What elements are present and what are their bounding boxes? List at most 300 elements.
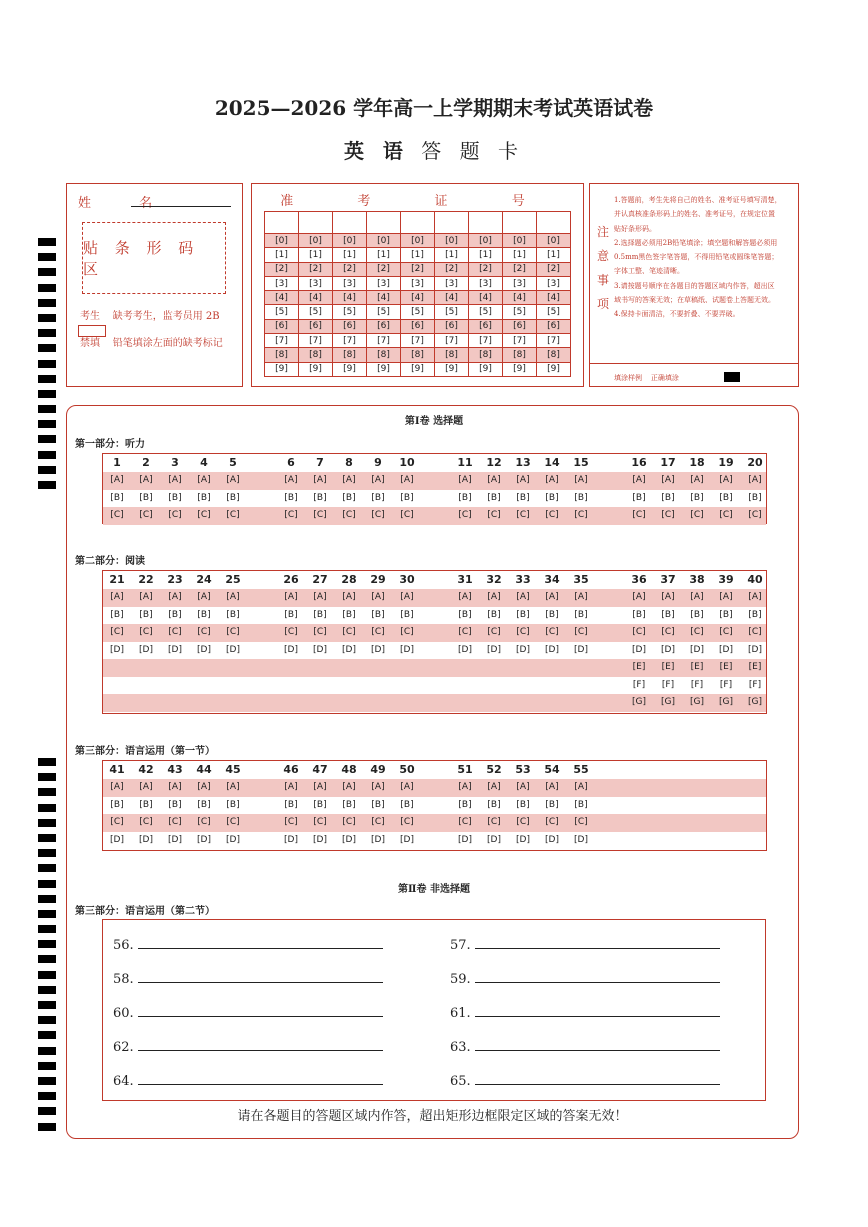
id-bubble[interactable]: [2] (299, 262, 333, 276)
fill-in-line[interactable] (475, 1038, 720, 1051)
answer-bubble[interactable]: [A] (748, 592, 762, 602)
answer-bubble[interactable]: [A] (400, 782, 414, 792)
answer-bubble[interactable]: [C] (516, 627, 530, 637)
answer-bubble[interactable]: [D] (487, 834, 501, 845)
id-digit-box[interactable] (435, 212, 469, 234)
answer-bubble[interactable]: [C] (458, 510, 472, 520)
answer-bubble[interactable]: [A] (632, 592, 646, 602)
answer-bubble[interactable]: [B] (342, 609, 356, 620)
id-digit-box[interactable] (299, 212, 333, 234)
answer-bubble[interactable]: [E] (690, 662, 704, 672)
answer-bubble[interactable]: [D] (516, 644, 530, 655)
id-bubble[interactable]: [0] (469, 234, 503, 248)
answer-bubble[interactable]: [C] (487, 627, 501, 637)
fill-in-line[interactable] (138, 1004, 383, 1017)
id-bubble[interactable]: [5] (299, 305, 333, 319)
answer-bubble[interactable]: [C] (313, 510, 327, 520)
id-bubble[interactable]: [7] (401, 334, 435, 348)
answer-bubble[interactable]: [A] (139, 782, 153, 792)
answer-bubble[interactable]: [A] (110, 475, 124, 485)
id-bubble[interactable]: [9] (367, 362, 401, 376)
id-bubble[interactable]: [8] (367, 348, 401, 362)
answer-bubble[interactable]: [D] (313, 834, 327, 845)
answer-bubble[interactable]: [B] (661, 609, 675, 620)
id-bubble[interactable]: [4] (265, 291, 299, 305)
answer-bubble[interactable]: [C] (313, 627, 327, 637)
answer-bubble[interactable]: [A] (516, 475, 530, 485)
answer-bubble[interactable]: [A] (400, 475, 414, 485)
id-bubble[interactable]: [4] (401, 291, 435, 305)
answer-bubble[interactable]: [E] (719, 662, 733, 672)
answer-bubble[interactable]: [B] (458, 609, 472, 620)
answer-bubble[interactable]: [A] (226, 592, 240, 602)
answer-bubble[interactable]: [B] (168, 609, 182, 620)
id-bubble[interactable]: [5] (265, 305, 299, 319)
id-bubble[interactable]: [9] (333, 362, 367, 376)
answer-bubble[interactable]: [A] (516, 592, 530, 602)
id-bubble[interactable]: [4] (503, 291, 537, 305)
answer-bubble[interactable]: [G] (690, 697, 704, 707)
id-bubble[interactable]: [4] (367, 291, 401, 305)
answer-bubble[interactable]: [C] (139, 627, 153, 637)
id-bubble[interactable]: [3] (265, 276, 299, 290)
answer-bubble[interactable]: [B] (226, 799, 240, 810)
answer-bubble[interactable]: [A] (284, 782, 298, 792)
answer-bubble[interactable]: [A] (661, 475, 675, 485)
answer-bubble[interactable]: [D] (632, 644, 646, 655)
answer-bubble[interactable]: [C] (632, 510, 646, 520)
id-bubble[interactable]: [9] (435, 362, 469, 376)
id-bubble[interactable]: [5] (333, 305, 367, 319)
id-bubble[interactable]: [4] (435, 291, 469, 305)
answer-bubble[interactable]: [D] (342, 834, 356, 845)
id-bubble[interactable]: [7] (537, 334, 571, 348)
answer-bubble[interactable]: [A] (400, 592, 414, 602)
answer-bubble[interactable]: [B] (139, 492, 153, 503)
id-bubble[interactable]: [8] (469, 348, 503, 362)
fill-in-line[interactable] (138, 1038, 383, 1051)
answer-bubble[interactable]: [B] (400, 609, 414, 620)
id-bubble[interactable]: [9] (469, 362, 503, 376)
answer-bubble[interactable]: [D] (371, 644, 385, 655)
answer-bubble[interactable]: [C] (284, 817, 298, 827)
answer-bubble[interactable]: [C] (400, 817, 414, 827)
answer-bubble[interactable]: [E] (661, 662, 675, 672)
answer-bubble[interactable]: [B] (371, 609, 385, 620)
answer-bubble[interactable]: [B] (487, 609, 501, 620)
answer-bubble[interactable]: [D] (545, 834, 559, 845)
answer-bubble[interactable]: [A] (516, 782, 530, 792)
answer-bubble[interactable]: [B] (284, 492, 298, 503)
answer-bubble[interactable]: [C] (719, 627, 733, 637)
answer-bubble[interactable]: [C] (139, 510, 153, 520)
answer-bubble[interactable]: [A] (168, 592, 182, 602)
answer-bubble[interactable]: [B] (516, 492, 530, 503)
answer-bubble[interactable]: [B] (371, 799, 385, 810)
answer-bubble[interactable]: [C] (371, 627, 385, 637)
answer-bubble[interactable]: [D] (371, 834, 385, 845)
answer-bubble[interactable]: [D] (400, 644, 414, 655)
answer-bubble[interactable]: [D] (197, 834, 211, 845)
answer-bubble[interactable]: [B] (545, 492, 559, 503)
id-bubble[interactable]: [9] (537, 362, 571, 376)
answer-bubble[interactable]: [A] (313, 592, 327, 602)
answer-bubble[interactable]: [D] (400, 834, 414, 845)
id-bubble[interactable]: [5] (503, 305, 537, 319)
answer-bubble[interactable]: [A] (458, 782, 472, 792)
answer-bubble[interactable]: [A] (342, 475, 356, 485)
answer-bubble[interactable]: [C] (400, 627, 414, 637)
id-bubble[interactable]: [7] (299, 334, 333, 348)
answer-bubble[interactable]: [A] (371, 475, 385, 485)
id-bubble[interactable]: [8] (537, 348, 571, 362)
answer-bubble[interactable]: [A] (342, 782, 356, 792)
answer-bubble[interactable]: [A] (574, 592, 588, 602)
fill-in-line[interactable] (138, 970, 383, 983)
answer-bubble[interactable]: [B] (719, 609, 733, 620)
id-bubble[interactable]: [3] (503, 276, 537, 290)
answer-bubble[interactable]: [C] (690, 627, 704, 637)
id-bubble[interactable]: [0] (537, 234, 571, 248)
answer-bubble[interactable]: [C] (545, 817, 559, 827)
answer-bubble[interactable]: [D] (661, 644, 675, 655)
id-bubble[interactable]: [1] (503, 248, 537, 262)
id-bubble[interactable]: [8] (435, 348, 469, 362)
id-digit-box[interactable] (367, 212, 401, 234)
answer-bubble[interactable]: [C] (110, 817, 124, 827)
id-bubble[interactable]: [0] (503, 234, 537, 248)
answer-bubble[interactable]: [B] (110, 609, 124, 620)
answer-bubble[interactable]: [G] (661, 697, 675, 707)
id-bubble[interactable]: [8] (299, 348, 333, 362)
answer-bubble[interactable]: [A] (545, 782, 559, 792)
answer-bubble[interactable]: [C] (516, 510, 530, 520)
answer-bubble[interactable]: [A] (284, 592, 298, 602)
answer-bubble[interactable]: [A] (748, 475, 762, 485)
answer-bubble[interactable]: [C] (110, 510, 124, 520)
answer-bubble[interactable]: [B] (574, 609, 588, 620)
answer-bubble[interactable]: [B] (342, 492, 356, 503)
id-digit-box[interactable] (537, 212, 571, 234)
id-bubble[interactable]: [7] (503, 334, 537, 348)
id-bubble[interactable]: [0] (401, 234, 435, 248)
answer-bubble[interactable]: [D] (168, 834, 182, 845)
answer-bubble[interactable]: [D] (690, 644, 704, 655)
id-bubble[interactable]: [7] (367, 334, 401, 348)
answer-bubble[interactable]: [D] (458, 644, 472, 655)
answer-bubble[interactable]: [C] (400, 510, 414, 520)
answer-bubble[interactable]: [B] (110, 799, 124, 810)
fill-in-line[interactable] (138, 1072, 383, 1085)
id-bubble[interactable]: [4] (299, 291, 333, 305)
answer-bubble[interactable]: [B] (284, 609, 298, 620)
answer-bubble[interactable]: [C] (690, 510, 704, 520)
answer-bubble[interactable]: [A] (371, 592, 385, 602)
answer-bubble[interactable]: [D] (487, 644, 501, 655)
answer-bubble[interactable]: [C] (748, 510, 762, 520)
id-bubble[interactable]: [1] (401, 248, 435, 262)
id-bubble[interactable]: [4] (537, 291, 571, 305)
answer-bubble[interactable]: [A] (197, 592, 211, 602)
answer-bubble[interactable]: [D] (313, 644, 327, 655)
answer-bubble[interactable]: [F] (748, 679, 762, 690)
answer-bubble[interactable]: [G] (719, 697, 733, 707)
answer-bubble[interactable]: [C] (545, 510, 559, 520)
answer-bubble[interactable]: [A] (197, 782, 211, 792)
fill-in-line[interactable] (475, 970, 720, 983)
id-bubble[interactable]: [3] (401, 276, 435, 290)
answer-bubble[interactable]: [B] (545, 799, 559, 810)
answer-bubble[interactable]: [B] (661, 492, 675, 503)
id-bubble[interactable]: [8] (333, 348, 367, 362)
answer-bubble[interactable]: [B] (458, 492, 472, 503)
answer-bubble[interactable]: [D] (719, 644, 733, 655)
id-bubble[interactable]: [0] (367, 234, 401, 248)
answer-bubble[interactable]: [B] (487, 799, 501, 810)
answer-bubble[interactable]: [A] (226, 782, 240, 792)
absent-checkbox[interactable] (78, 325, 106, 337)
answer-bubble[interactable]: [G] (748, 697, 762, 707)
answer-bubble[interactable]: [D] (226, 644, 240, 655)
id-bubble[interactable]: [7] (333, 334, 367, 348)
answer-bubble[interactable]: [F] (719, 679, 733, 690)
name-field[interactable] (131, 206, 231, 207)
answer-bubble[interactable]: [A] (313, 475, 327, 485)
answer-bubble[interactable]: [B] (748, 609, 762, 620)
answer-bubble[interactable]: [D] (110, 834, 124, 845)
answer-bubble[interactable]: [A] (719, 475, 733, 485)
id-bubble[interactable]: [8] (503, 348, 537, 362)
answer-bubble[interactable]: [B] (139, 609, 153, 620)
answer-bubble[interactable]: [C] (719, 510, 733, 520)
answer-bubble[interactable]: [C] (574, 510, 588, 520)
id-bubble[interactable]: [3] (469, 276, 503, 290)
id-bubble[interactable]: [1] (333, 248, 367, 262)
answer-bubble[interactable]: [A] (487, 592, 501, 602)
answer-bubble[interactable]: [A] (487, 475, 501, 485)
answer-bubble[interactable]: [D] (748, 644, 762, 655)
answer-bubble[interactable]: [B] (110, 492, 124, 503)
answer-bubble[interactable]: [A] (574, 782, 588, 792)
id-bubble[interactable]: [3] (333, 276, 367, 290)
id-bubble[interactable]: [6] (367, 319, 401, 333)
id-bubble[interactable]: [6] (299, 319, 333, 333)
answer-bubble[interactable]: [B] (458, 799, 472, 810)
answer-bubble[interactable]: [B] (632, 492, 646, 503)
answer-bubble[interactable]: [C] (371, 817, 385, 827)
answer-bubble[interactable]: [C] (226, 510, 240, 520)
answer-bubble[interactable]: [B] (632, 609, 646, 620)
id-bubble[interactable]: [0] (333, 234, 367, 248)
answer-bubble[interactable]: [C] (458, 627, 472, 637)
id-bubble[interactable]: [6] (401, 319, 435, 333)
id-bubble[interactable]: [2] (265, 262, 299, 276)
answer-bubble[interactable]: [C] (487, 510, 501, 520)
id-bubble[interactable]: [9] (401, 362, 435, 376)
id-bubble[interactable]: [8] (401, 348, 435, 362)
id-bubble[interactable]: [0] (265, 234, 299, 248)
answer-bubble[interactable]: [C] (545, 627, 559, 637)
answer-bubble[interactable]: [B] (313, 609, 327, 620)
id-bubble[interactable]: [7] (265, 334, 299, 348)
id-bubble[interactable]: [7] (435, 334, 469, 348)
answer-bubble[interactable]: [B] (226, 492, 240, 503)
answer-bubble[interactable]: [C] (168, 627, 182, 637)
answer-bubble[interactable]: [A] (226, 475, 240, 485)
fill-in-line[interactable] (138, 936, 383, 949)
answer-bubble[interactable]: [A] (719, 592, 733, 602)
answer-bubble[interactable]: [A] (168, 475, 182, 485)
answer-bubble[interactable]: [D] (284, 644, 298, 655)
answer-bubble[interactable]: [C] (197, 627, 211, 637)
answer-bubble[interactable]: [C] (284, 627, 298, 637)
answer-bubble[interactable]: [C] (632, 627, 646, 637)
id-bubble[interactable]: [7] (469, 334, 503, 348)
answer-bubble[interactable]: [D] (458, 834, 472, 845)
answer-bubble[interactable]: [C] (110, 627, 124, 637)
answer-bubble[interactable]: [A] (661, 592, 675, 602)
answer-bubble[interactable]: [B] (168, 799, 182, 810)
answer-bubble[interactable]: [C] (342, 817, 356, 827)
fill-in-line[interactable] (475, 1004, 720, 1017)
id-bubble[interactable]: [9] (299, 362, 333, 376)
answer-bubble[interactable]: [B] (516, 609, 530, 620)
answer-bubble[interactable]: [B] (371, 492, 385, 503)
answer-bubble[interactable]: [B] (400, 492, 414, 503)
answer-bubble[interactable]: [B] (284, 799, 298, 810)
answer-bubble[interactable]: [B] (197, 609, 211, 620)
answer-bubble[interactable]: [D] (110, 644, 124, 655)
answer-bubble[interactable]: [E] (632, 662, 646, 672)
answer-bubble[interactable]: [C] (226, 817, 240, 827)
fill-in-line[interactable] (475, 1072, 720, 1085)
id-bubble[interactable]: [6] (265, 319, 299, 333)
answer-bubble[interactable]: [C] (197, 510, 211, 520)
answer-bubble[interactable]: [A] (690, 592, 704, 602)
answer-bubble[interactable]: [B] (574, 492, 588, 503)
id-digit-box[interactable] (469, 212, 503, 234)
id-bubble[interactable]: [1] (299, 248, 333, 262)
answer-bubble[interactable]: [B] (313, 492, 327, 503)
answer-bubble[interactable]: [C] (139, 817, 153, 827)
answer-bubble[interactable]: [A] (110, 782, 124, 792)
id-digit-box[interactable] (333, 212, 367, 234)
answer-bubble[interactable]: [C] (342, 510, 356, 520)
id-bubble[interactable]: [1] (367, 248, 401, 262)
id-bubble[interactable]: [9] (503, 362, 537, 376)
id-bubble[interactable]: [5] (367, 305, 401, 319)
answer-bubble[interactable]: [A] (139, 592, 153, 602)
answer-bubble[interactable]: [A] (110, 592, 124, 602)
answer-bubble[interactable]: [B] (516, 799, 530, 810)
answer-bubble[interactable]: [A] (690, 475, 704, 485)
answer-bubble[interactable]: [C] (661, 510, 675, 520)
answer-bubble[interactable]: [B] (690, 609, 704, 620)
id-bubble[interactable]: [2] (435, 262, 469, 276)
id-bubble[interactable]: [3] (435, 276, 469, 290)
id-bubble[interactable]: [3] (299, 276, 333, 290)
answer-bubble[interactable]: [C] (487, 817, 501, 827)
answer-bubble[interactable]: [B] (168, 492, 182, 503)
id-bubble[interactable]: [2] (333, 262, 367, 276)
answer-bubble[interactable]: [D] (545, 644, 559, 655)
id-bubble[interactable]: [1] (469, 248, 503, 262)
answer-bubble[interactable]: [A] (458, 592, 472, 602)
answer-bubble[interactable]: [D] (197, 644, 211, 655)
id-digit-box[interactable] (503, 212, 537, 234)
answer-bubble[interactable]: [F] (632, 679, 646, 690)
answer-bubble[interactable]: [B] (748, 492, 762, 503)
answer-bubble[interactable]: [C] (574, 627, 588, 637)
answer-bubble[interactable]: [F] (690, 679, 704, 690)
answer-bubble[interactable]: [A] (168, 782, 182, 792)
answer-bubble[interactable]: [B] (197, 799, 211, 810)
id-bubble[interactable]: [3] (367, 276, 401, 290)
id-bubble[interactable]: [2] (401, 262, 435, 276)
answer-bubble[interactable]: [C] (168, 510, 182, 520)
answer-bubble[interactable]: [D] (139, 644, 153, 655)
answer-bubble[interactable]: [A] (197, 475, 211, 485)
answer-bubble[interactable]: [A] (574, 475, 588, 485)
id-bubble[interactable]: [2] (469, 262, 503, 276)
answer-bubble[interactable]: [A] (458, 475, 472, 485)
id-bubble[interactable]: [1] (435, 248, 469, 262)
answer-bubble[interactable]: [B] (487, 492, 501, 503)
answer-bubble[interactable]: [D] (574, 834, 588, 845)
answer-bubble[interactable]: [B] (197, 492, 211, 503)
answer-bubble[interactable]: [B] (226, 609, 240, 620)
answer-bubble[interactable]: [B] (342, 799, 356, 810)
id-digit-box[interactable] (265, 212, 299, 234)
fill-in-line[interactable] (475, 936, 720, 949)
answer-bubble[interactable]: [C] (458, 817, 472, 827)
answer-bubble[interactable]: [A] (632, 475, 646, 485)
id-bubble[interactable]: [2] (503, 262, 537, 276)
answer-bubble[interactable]: [B] (545, 609, 559, 620)
answer-bubble[interactable]: [F] (661, 679, 675, 690)
answer-bubble[interactable]: [A] (371, 782, 385, 792)
id-bubble[interactable]: [1] (537, 248, 571, 262)
answer-bubble[interactable]: [A] (139, 475, 153, 485)
answer-bubble[interactable]: [B] (139, 799, 153, 810)
id-bubble[interactable]: [6] (537, 319, 571, 333)
answer-bubble[interactable]: [D] (168, 644, 182, 655)
id-bubble[interactable]: [5] (537, 305, 571, 319)
id-bubble[interactable]: [6] (469, 319, 503, 333)
answer-bubble[interactable]: [C] (342, 627, 356, 637)
id-bubble[interactable]: [3] (537, 276, 571, 290)
answer-bubble[interactable]: [B] (313, 799, 327, 810)
id-bubble[interactable]: [8] (265, 348, 299, 362)
id-bubble[interactable]: [2] (367, 262, 401, 276)
answer-bubble[interactable]: [C] (748, 627, 762, 637)
answer-bubble[interactable]: [A] (545, 592, 559, 602)
id-bubble[interactable]: [6] (503, 319, 537, 333)
answer-bubble[interactable]: [C] (371, 510, 385, 520)
id-bubble[interactable]: [5] (401, 305, 435, 319)
answer-bubble[interactable]: [C] (168, 817, 182, 827)
answer-bubble[interactable]: [A] (313, 782, 327, 792)
id-bubble[interactable]: [6] (333, 319, 367, 333)
answer-bubble[interactable]: [A] (342, 592, 356, 602)
answer-bubble[interactable]: [D] (284, 834, 298, 845)
answer-bubble[interactable]: [B] (719, 492, 733, 503)
answer-bubble[interactable]: [C] (516, 817, 530, 827)
answer-bubble[interactable]: [A] (487, 782, 501, 792)
id-digit-box[interactable] (401, 212, 435, 234)
id-bubble[interactable]: [9] (265, 362, 299, 376)
id-bubble[interactable]: [6] (435, 319, 469, 333)
